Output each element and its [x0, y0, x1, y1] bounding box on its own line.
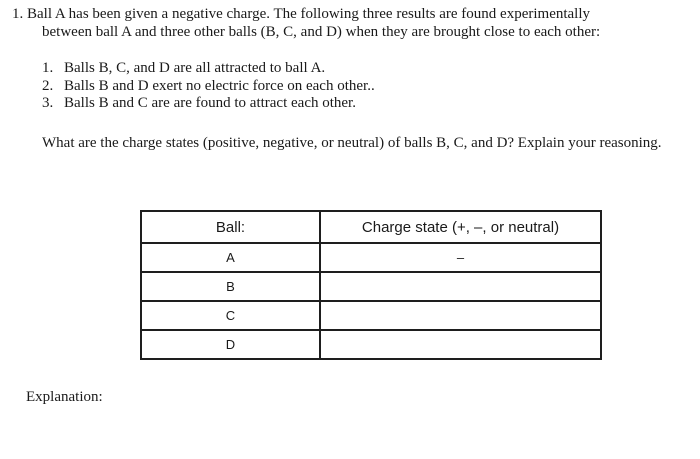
explanation-label: Explanation:: [26, 389, 103, 405]
table-row: [141, 330, 601, 359]
column-header-ball: Ball:: [141, 211, 320, 243]
charge-state-cell[interactable]: [320, 330, 601, 359]
table-row: [141, 243, 601, 272]
ball-cell: D: [141, 330, 320, 359]
list-item: 2. Balls B and D exert no electric force on each other..: [42, 77, 375, 94]
table-row: [141, 272, 601, 301]
column-header-charge-state: Charge state (+, –, or neutral): [320, 211, 601, 243]
question-line-1: 1. Ball A has been given a negative charge. The following three results are found experimentally: [12, 6, 591, 22]
table-header-row: [141, 211, 601, 243]
charge-state-cell[interactable]: [320, 272, 601, 301]
table-row: [141, 301, 601, 330]
list-item: 3. Balls B and C are are found to attract each other.: [42, 95, 356, 111]
question-line-2: between ball A and three other balls (B, C, and D) when they are brought close to each other:: [42, 24, 601, 40]
question-prompt: What are the charge states (positive, negative, or neutral) of balls B, C, and D? Explain your reasoning.: [42, 135, 662, 151]
charge-state-table: [140, 210, 602, 360]
ball-cell: A: [141, 243, 320, 272]
ball-cell: C: [141, 301, 320, 330]
charge-state-cell[interactable]: [320, 301, 601, 330]
results-list: [42, 60, 375, 113]
list-item: 1. Balls B, C, and D are all attracted to ball A.: [42, 60, 326, 76]
charge-state-cell[interactable]: –: [320, 243, 601, 272]
ball-cell: B: [141, 272, 320, 301]
